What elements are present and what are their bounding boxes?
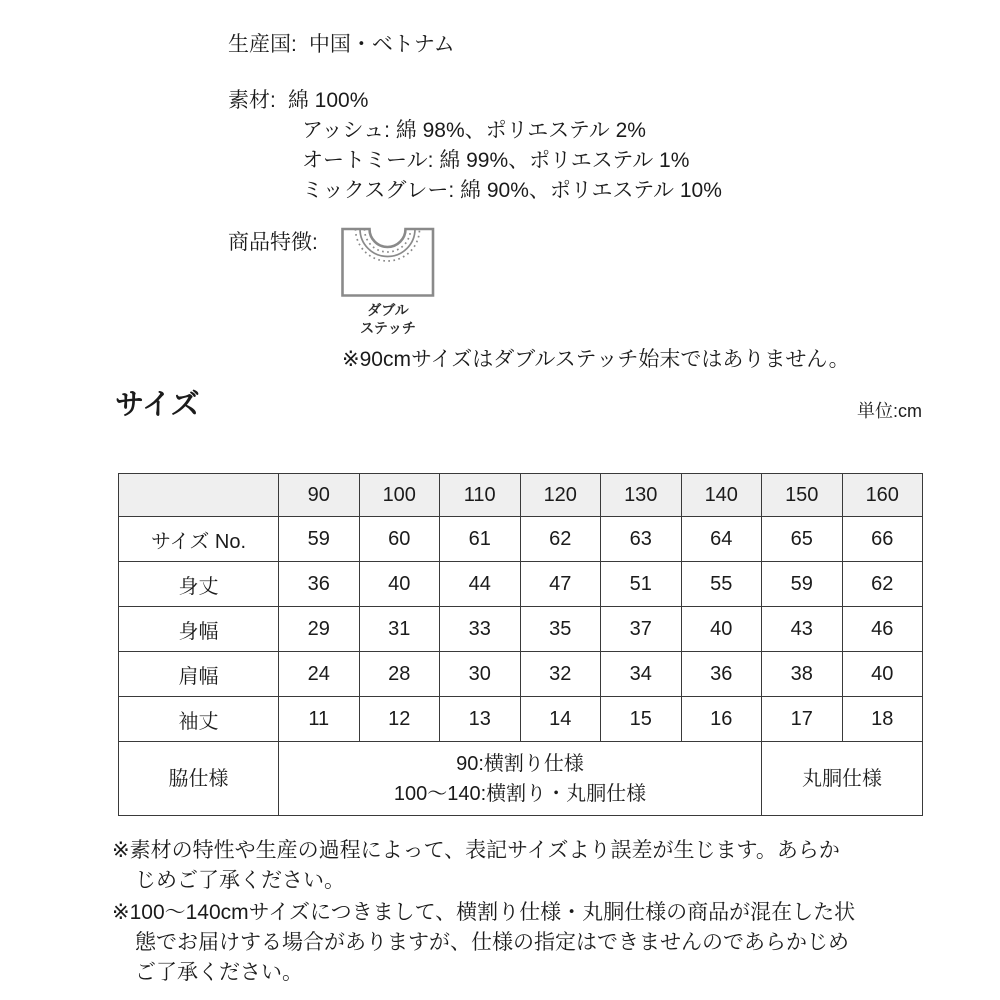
- size-cell: 66: [842, 517, 923, 562]
- size-cell: 59: [279, 517, 360, 562]
- size-column-header: 150: [762, 474, 843, 517]
- stitch-arc-inner: [365, 229, 411, 252]
- material-row: [228, 86, 722, 116]
- size-cell: 12: [359, 697, 440, 742]
- size-cell: 40: [842, 652, 923, 697]
- size-cell: 15: [601, 697, 682, 742]
- garment-outline: [343, 229, 434, 296]
- size-cell: 36: [681, 652, 762, 697]
- size-cell: 17: [762, 697, 843, 742]
- table-row-side-spec: [119, 742, 923, 816]
- size-cell: 34: [601, 652, 682, 697]
- size-cell: 40: [681, 607, 762, 652]
- size-cell: 13: [440, 697, 521, 742]
- size-cell: 14: [520, 697, 601, 742]
- size-cell: 24: [279, 652, 360, 697]
- row-label: 脇仕様: [119, 742, 279, 816]
- table-row-shoulder-width: [119, 652, 923, 697]
- table-row-body-width: [119, 607, 923, 652]
- material-label: 素材:: [228, 89, 276, 112]
- table-row-body-length: [119, 562, 923, 607]
- size-cell: 46: [842, 607, 923, 652]
- side-spec-line1: 90:横割り仕様: [456, 752, 584, 775]
- row-label: 身丈: [119, 562, 279, 607]
- row-label: サイズ No.: [119, 517, 279, 562]
- size-cell: 32: [520, 652, 601, 697]
- size-cell: 36: [279, 562, 360, 607]
- size-cell: 44: [440, 562, 521, 607]
- stitch-note: ※90cmサイズはダブルステッチ始末ではありません。: [342, 348, 850, 371]
- material-variant-ash: アッシュ: 綿 98%、ポリエステル 2%: [302, 119, 646, 142]
- material-main-value: 綿 100%: [287, 89, 369, 112]
- features-block: [228, 222, 436, 337]
- material-variants: [228, 116, 722, 206]
- size-cell: 59: [762, 562, 843, 607]
- table-header-row: [119, 474, 923, 517]
- feature-figure: [340, 222, 436, 337]
- material-variant-oatmeal: オートミール: 綿 99%、ポリエステル 1%: [302, 149, 690, 172]
- footnote-size-tolerance: [112, 836, 840, 896]
- size-cell: 11: [279, 697, 360, 742]
- table-corner-cell: [119, 474, 279, 517]
- size-cell: 62: [842, 562, 923, 607]
- size-column-header: 110: [440, 474, 521, 517]
- size-column-header: 120: [520, 474, 601, 517]
- footnote-line: ご了承ください。: [135, 961, 303, 984]
- size-column-header: 100: [359, 474, 440, 517]
- origin-value: 中国・ベトナム: [308, 33, 455, 56]
- feature-caption-line1: ダブル: [367, 302, 409, 318]
- side-spec-90-140-cell: [279, 742, 762, 816]
- size-column-header: 160: [842, 474, 923, 517]
- size-cell: 64: [681, 517, 762, 562]
- size-cell: 40: [359, 562, 440, 607]
- size-cell: 29: [279, 607, 360, 652]
- table-row-size-no: [119, 517, 923, 562]
- footnote-line: ※100〜140cmサイズにつきまして、横割り仕様・丸胴仕様の商品が混在した状: [112, 901, 856, 924]
- unit-label: 単位:cm: [857, 401, 922, 421]
- footnote-spec-mix: [112, 898, 855, 988]
- table-row-sleeve-length: [119, 697, 923, 742]
- origin-label: 生産国:: [228, 33, 297, 56]
- size-cell: 18: [842, 697, 923, 742]
- size-section-title: サイズ: [115, 389, 200, 421]
- product-info-block: [228, 30, 722, 206]
- size-cell: 60: [359, 517, 440, 562]
- size-cell: 63: [601, 517, 682, 562]
- size-cell: 62: [520, 517, 601, 562]
- size-column-header: 140: [681, 474, 762, 517]
- material-variant-mixgray: ミックスグレー: 綿 90%、ポリエステル 10%: [302, 179, 722, 202]
- size-cell: 30: [440, 652, 521, 697]
- side-spec-line2: 100〜140:横割り・丸胴仕様: [393, 782, 647, 805]
- double-stitch-collar-icon: [340, 222, 436, 298]
- side-spec-150-160-cell: 丸胴仕様: [762, 742, 923, 816]
- row-label: 肩幅: [119, 652, 279, 697]
- size-cell: 37: [601, 607, 682, 652]
- features-label: 商品特徴:: [228, 231, 318, 254]
- footnote-line: ※素材の特性や生産の過程によって、表記サイズより誤差が生じます。あらか: [112, 839, 840, 862]
- size-column-header: 90: [279, 474, 360, 517]
- size-table: [118, 473, 923, 816]
- size-column-header: 130: [601, 474, 682, 517]
- size-cell: 61: [440, 517, 521, 562]
- feature-caption-line2: ステッチ: [360, 320, 416, 336]
- row-label: 身幅: [119, 607, 279, 652]
- size-cell: 38: [762, 652, 843, 697]
- footnote-line: じめご了承ください。: [135, 869, 345, 892]
- size-cell: 31: [359, 607, 440, 652]
- origin-row: [228, 30, 722, 60]
- size-cell: 43: [762, 607, 843, 652]
- size-cell: 47: [520, 562, 601, 607]
- size-cell: 33: [440, 607, 521, 652]
- footnote-line: 態でお届けする場合がありますが、仕様の指定はできませんのであらかじめ: [135, 931, 849, 954]
- feature-caption: [340, 301, 436, 337]
- row-label: 袖丈: [119, 697, 279, 742]
- size-cell: 28: [359, 652, 440, 697]
- size-cell: 35: [520, 607, 601, 652]
- size-cell: 65: [762, 517, 843, 562]
- size-cell: 16: [681, 697, 762, 742]
- size-cell: 51: [601, 562, 682, 607]
- size-cell: 55: [681, 562, 762, 607]
